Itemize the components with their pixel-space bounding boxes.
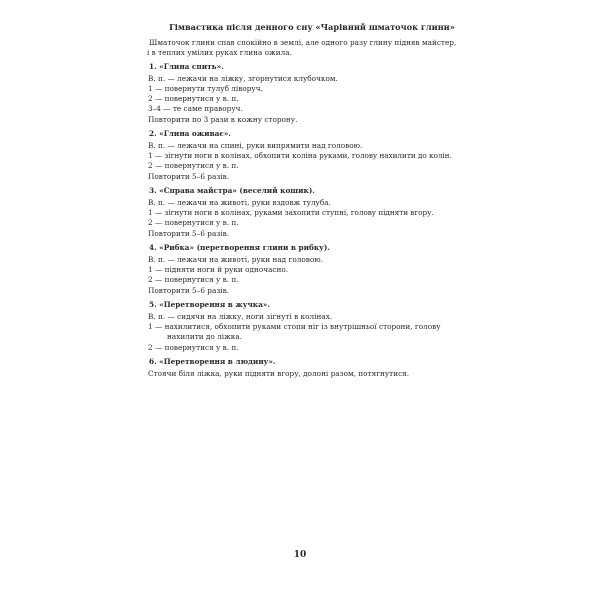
page-title: Гімвастика після денного сну «Чарівний шматочок глини»	[169, 22, 455, 32]
exercise-4	[147, 243, 477, 296]
page-content	[147, 22, 477, 383]
exercise-line: 1 — зігнути ноги в колінах, руками захопити ступні, голову підняти вгору.	[148, 208, 434, 218]
exercise-line: В. п. — лежачи на животі, руки вздовж тулуба.	[148, 198, 331, 208]
exercise-line: 1 — повернути тулуб ліворуч.	[148, 84, 263, 94]
exercise-line: Стоячи біля ліжка, руки підняти вгору, долоні разом, потягнутися.	[148, 369, 410, 379]
exercise-title: 6. «Перетворення в людину».	[149, 356, 276, 366]
exercise-line: 1 — підняти ноги й руки одночасно.	[148, 265, 289, 275]
exercise-line: Повторити 5–6 разів.	[148, 228, 230, 238]
exercise-line: 2 — повернутися у в. п.	[148, 161, 239, 171]
exercise-6	[147, 357, 477, 379]
exercise-line: Повторити по 3 рази в кожну сторону.	[148, 114, 298, 124]
exercise-line: В. п. — сидячи на ліжку, ноги зігнуті в колінах.	[148, 312, 333, 322]
exercise-line: 2 — повернутися у в. п.	[148, 218, 239, 228]
exercise-1	[147, 62, 477, 125]
exercise-line: 1 — зігнути ноги в колінах, обхопити коліна руками, голову нахилити до колін.	[148, 151, 452, 161]
exercise-line: 1 — нахилитися, обхопити руками стопи ніг із внутрішньої сторони, голову нахилити до ліжка.	[148, 322, 441, 342]
exercise-title: 1. «Глина спить».	[149, 61, 224, 71]
intro-line-1: Шматочок глини спав спокійно в землі, але одного разу глину підняв майстер,	[149, 38, 457, 48]
exercise-line: Повторити 5–6 разів.	[148, 285, 230, 295]
exercise-title: 2. «Глина оживає».	[149, 128, 231, 138]
exercise-title: 3. «Справа майстра» (веселий кошик).	[149, 185, 315, 195]
exercise-line: 2 — повернутися у в. п.	[148, 275, 239, 285]
exercise-line: 2 — повернутися у в. п.	[148, 342, 239, 352]
exercise-5	[147, 300, 477, 353]
intro-paragraph	[147, 38, 477, 58]
page-number: 10	[293, 550, 307, 560]
exercise-3	[147, 186, 477, 239]
exercise-line: Повторити 5–6 разів.	[148, 171, 230, 181]
exercise-title: 5. «Перетворення в жучка».	[149, 299, 270, 309]
exercise-line: В. п. — лежачи на ліжку, згорнутися клубочком.	[148, 73, 338, 83]
exercise-line: 3–4 — те саме праворуч.	[148, 104, 243, 114]
intro-line-2: і в теплих умілих руках глина ожила.	[147, 48, 292, 58]
exercise-line: В. п. — лежачи на животі, руки над головою.	[148, 255, 323, 265]
exercise-title: 4. «Рибка» (перетворення глини в рибку).	[149, 242, 330, 252]
exercise-line: 2 — повернутися у в. п.	[148, 94, 239, 104]
exercise-2	[147, 129, 477, 182]
exercise-line: В. п. — лежачи на спині, руки випрямити над головою.	[148, 141, 363, 151]
